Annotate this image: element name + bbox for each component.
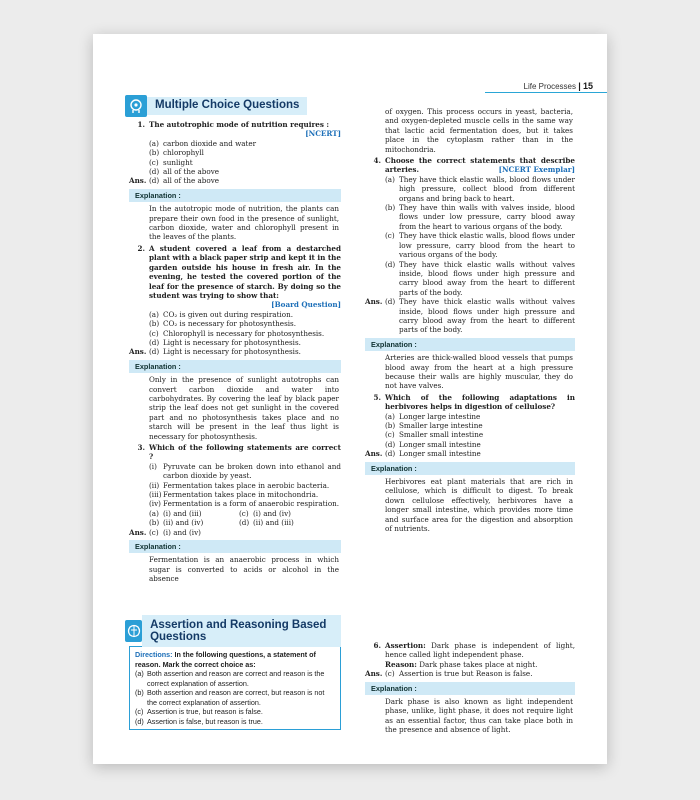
option bbox=[239, 509, 294, 518]
assertion-section bbox=[129, 619, 341, 730]
answer-text: Light is necessary for photosynthesis. bbox=[163, 347, 301, 357]
question-body: A student covered a leaf from a destarched plant with a black paper strip and kept it in the garden outside his house in fresh air. In the evening, he tested the covered portion of the leaf for the presence of starch. By doing so the student was trying to show that: bbox=[149, 243, 341, 300]
option-text: (ii) and (iv) bbox=[163, 518, 204, 528]
option-label: (d) bbox=[149, 167, 160, 177]
statement-label: (i) bbox=[149, 461, 157, 471]
option bbox=[365, 203, 575, 231]
option-text: (i) and (iii) bbox=[163, 508, 202, 518]
answer-option: (c) bbox=[149, 527, 159, 537]
left-column bbox=[129, 94, 341, 584]
question-6-block bbox=[365, 639, 575, 735]
assertion-text bbox=[385, 641, 575, 660]
question-text: Which of the following statements are correct ? bbox=[149, 443, 341, 462]
option-text: Light is necessary for photosynthesis. bbox=[163, 337, 301, 347]
question-text bbox=[149, 244, 341, 310]
question-text bbox=[385, 156, 575, 175]
option bbox=[365, 440, 575, 449]
statement-text: Pyruvate can be broken down into ethanol and carbon dioxide by yeast. bbox=[163, 461, 341, 481]
explanation-header: Explanation : bbox=[365, 338, 575, 351]
reason-body: Dark phase takes place at night. bbox=[419, 659, 538, 669]
option-label: (c) bbox=[149, 157, 159, 167]
option bbox=[365, 231, 575, 259]
answer-text: all of the above bbox=[163, 176, 220, 186]
question-3 bbox=[129, 443, 341, 462]
option bbox=[129, 310, 341, 319]
answer bbox=[365, 669, 575, 678]
option-text: Smaller large intestine bbox=[399, 421, 483, 430]
option-label: (b) bbox=[385, 203, 396, 213]
option bbox=[365, 430, 575, 439]
header-separator: | bbox=[578, 81, 581, 91]
option bbox=[129, 338, 341, 347]
statement bbox=[129, 481, 341, 490]
question-4 bbox=[365, 156, 575, 175]
option-label: (b) bbox=[149, 319, 160, 329]
option-label: (b) bbox=[385, 421, 396, 430]
direction-option bbox=[135, 688, 335, 707]
option-text: They have thick elastic walls without valves inside, blood flows under high pressure and carry blood away from the heart to different parts of the body. bbox=[399, 259, 575, 297]
option-label: (a) bbox=[149, 138, 159, 148]
explanation-text: Only in the presence of sunlight autotrophs can convert carbon dioxide and water into carbohydrates. By covering the leaf by black paper strip the leaf does not get sunlight in the covered part and no photosynthesis takes place and no starch will be present in the leaf thus light is necessary for photosynthesis. bbox=[149, 375, 339, 441]
explanation-text: Arteries are thick-walled blood vessels that pumps blood away from the heart at a high pressure because their walls are highly muscular, they do not have valves. bbox=[385, 353, 573, 391]
statement-text: Fermentation takes place in mitochondria. bbox=[163, 490, 319, 500]
question-1 bbox=[129, 120, 341, 129]
answer-text: Assertion is true but Reason is false. bbox=[399, 669, 533, 679]
option-label: (c) bbox=[385, 430, 395, 440]
option-label: (b) bbox=[149, 148, 160, 158]
question-number: 3. bbox=[137, 443, 145, 452]
direction-option bbox=[135, 669, 335, 688]
question-number: 2. bbox=[137, 243, 145, 253]
option-text: chlorophyll bbox=[163, 148, 204, 158]
option-label: (c) bbox=[385, 231, 395, 241]
option-column bbox=[239, 509, 294, 528]
explanation-header: Explanation : bbox=[129, 360, 341, 373]
running-head bbox=[524, 81, 593, 91]
question-number: 4. bbox=[373, 156, 381, 166]
option-text: They have thick elastic walls, blood flows under high pressure, collect blood from different organs and bring back to heart. bbox=[399, 174, 575, 203]
source-tag: [NCERT Exemplar] bbox=[498, 165, 575, 175]
reason-text bbox=[365, 660, 575, 669]
option-text: all of the above bbox=[163, 167, 220, 177]
directions-label: Directions: bbox=[135, 650, 173, 659]
option-text: Longer small intestine bbox=[399, 439, 481, 449]
statement-label: (ii) bbox=[149, 480, 160, 490]
option-label: (d) bbox=[135, 716, 144, 726]
directions-text: In the following questions, a statement of reason. Mark the correct choice as: bbox=[135, 650, 316, 669]
option-text: Assertion is false, but reason is true. bbox=[147, 716, 263, 726]
option-grid bbox=[129, 509, 341, 528]
option-label: (c) bbox=[149, 328, 159, 338]
explanation-text: Dark phase is also known as light independent phase, unlike, light phase, it does not require light as an essential factor, thus can take place both in the presence and absence of light. bbox=[385, 697, 573, 735]
answer-label: Ans. bbox=[365, 297, 383, 307]
option bbox=[365, 412, 575, 421]
brain-icon bbox=[125, 620, 142, 642]
option bbox=[129, 329, 341, 338]
brain-icon bbox=[125, 95, 147, 117]
answer-label: Ans. bbox=[129, 176, 147, 186]
statement bbox=[129, 499, 341, 508]
option-label: (b) bbox=[149, 518, 160, 528]
answer bbox=[129, 347, 341, 356]
answer-label: Ans. bbox=[365, 669, 383, 679]
option-text: CO₂ is necessary for photosynthesis. bbox=[163, 319, 297, 329]
source-tag: [Board Question] bbox=[271, 300, 341, 310]
option-label: (b) bbox=[135, 688, 144, 697]
assertion-body: Dark phase is independent of light, hence called light independent phase. bbox=[385, 641, 575, 660]
option-text: sunlight bbox=[163, 157, 193, 167]
reason-label: Reason: bbox=[385, 659, 417, 669]
option bbox=[129, 167, 341, 176]
header-rule bbox=[485, 92, 607, 93]
statement-label: (iv) bbox=[149, 499, 161, 509]
answer-option: (c) bbox=[385, 669, 395, 679]
explanation-continuation: of oxygen. This process occurs in yeast, bacteria, and oxygen-depleted muscle cells in the same way that lactic acid fermentation does, but it takes place in the cytoplasm rather than in the mitochondria. bbox=[385, 107, 573, 154]
explanation-text: Herbivores eat plant materials that are rich in cellulose, which is difficult to digest. To break down cellulose effectively, herbivores have a longer small intestine, which provides more time and surface area for the digestion and absorption of nutrients. bbox=[385, 477, 573, 534]
answer-text: Longer small intestine bbox=[399, 449, 481, 459]
explanation-text: Fermentation is an anaerobic process in which sugar is converted to acids or alcohol in the absence bbox=[149, 555, 339, 584]
option-text: Assertion is true, but reason is false. bbox=[147, 707, 263, 716]
directions-intro bbox=[135, 650, 335, 669]
option-text: (i) and (iv) bbox=[253, 508, 291, 518]
option bbox=[129, 148, 341, 157]
question-text: The autotrophic mode of nutrition requires : bbox=[149, 120, 330, 129]
option-label: (d) bbox=[385, 259, 396, 269]
option bbox=[129, 319, 341, 328]
mcq-section-header bbox=[125, 94, 341, 118]
option bbox=[129, 139, 341, 148]
question-number: 1. bbox=[137, 120, 145, 129]
option-column bbox=[149, 509, 239, 528]
option-label: (a) bbox=[385, 174, 395, 184]
explanation-header: Explanation : bbox=[365, 682, 575, 695]
explanation-text: In the autotropic mode of nutrition, the plants can prepare their own food in the presence of sunlight, carbon dioxide, water and chlorophyll present in the leaves of the plants. bbox=[149, 204, 339, 242]
option-text: Both assertion and reason are correct, but reason is not the correct explanation of assertion. bbox=[147, 688, 325, 707]
option bbox=[365, 260, 575, 298]
option bbox=[239, 518, 294, 527]
answer-option: (d) bbox=[149, 176, 160, 186]
answer-text: (i) and (iv) bbox=[163, 527, 201, 537]
explanation-header: Explanation : bbox=[129, 540, 341, 553]
option-text: They have thin walls with valves inside, blood flows under low pressure, carry blood away from the heart to various organs of the body. bbox=[399, 203, 575, 231]
answer bbox=[129, 176, 341, 185]
answer bbox=[129, 528, 341, 537]
book-page bbox=[93, 34, 607, 764]
answer-label: Ans. bbox=[129, 527, 147, 537]
option bbox=[149, 509, 239, 518]
assertion-label: Assertion: bbox=[385, 641, 426, 650]
question-body: Choose the correct statements that describe arteries. bbox=[385, 156, 575, 175]
option-text: Chlorophyll is necessary for photosynthesis. bbox=[163, 328, 325, 338]
statement bbox=[129, 462, 341, 481]
option-label: (a) bbox=[385, 411, 395, 421]
answer-label: Ans. bbox=[365, 449, 383, 459]
answer-option: (d) bbox=[385, 297, 396, 307]
option-label: (a) bbox=[135, 669, 144, 678]
question-text: Which of the following adaptations in herbivores helps in digestion of cellulose? bbox=[385, 392, 575, 412]
explanation-header: Explanation : bbox=[129, 189, 341, 202]
directions-box bbox=[129, 646, 341, 730]
statement-label: (iii) bbox=[149, 490, 162, 500]
question-number: 6. bbox=[373, 641, 381, 650]
option-text: Longer large intestine bbox=[399, 411, 481, 421]
question-6 bbox=[365, 641, 575, 660]
chapter-title: Life Processes bbox=[523, 82, 576, 91]
option-text: carbon dioxide and water bbox=[163, 138, 257, 148]
option bbox=[365, 175, 575, 203]
option-text: They have thick elastic walls, blood flows under low pressure, carry blood from the heart to various organs of the body. bbox=[399, 231, 575, 260]
option-text: (ii) and (iii) bbox=[253, 518, 294, 528]
option-label: (a) bbox=[149, 508, 159, 518]
option bbox=[129, 158, 341, 167]
statement-text: Fermentation takes place in aerobic bacteria. bbox=[163, 480, 330, 490]
answer bbox=[365, 449, 575, 458]
direction-option bbox=[135, 707, 335, 717]
section-title: Assertion and Reasoning Based Questions bbox=[142, 615, 341, 647]
answer-label: Ans. bbox=[129, 347, 147, 357]
answer bbox=[365, 297, 575, 335]
question-2 bbox=[129, 244, 341, 310]
source-tag: [NCERT] bbox=[305, 129, 341, 139]
answer-option: (d) bbox=[385, 449, 396, 459]
statement bbox=[129, 490, 341, 499]
statement-text: Fermentation is a form of anaerobic respiration. bbox=[163, 499, 340, 509]
section-title: Multiple Choice Questions bbox=[147, 97, 307, 114]
option-label: (d) bbox=[149, 337, 160, 347]
right-column bbox=[365, 107, 575, 533]
option bbox=[149, 518, 239, 527]
answer-text: They have thick elastic walls without valves inside, blood flows under high pressure and carry blood away from the heart to different parts of the body. bbox=[399, 297, 575, 335]
option-label: (c) bbox=[135, 707, 144, 716]
option-label: (d) bbox=[239, 518, 250, 528]
question-5 bbox=[365, 393, 575, 412]
option-text: Smaller small intestine bbox=[399, 430, 484, 440]
option-text: CO₂ is given out during respiration. bbox=[163, 309, 293, 319]
page-number: 15 bbox=[582, 81, 593, 91]
direction-option bbox=[135, 717, 335, 727]
answer-option: (d) bbox=[149, 347, 160, 357]
option-label: (a) bbox=[149, 309, 159, 319]
option-label: (c) bbox=[239, 508, 249, 518]
option bbox=[365, 421, 575, 430]
question-number: 5. bbox=[373, 392, 381, 402]
assertion-section-header bbox=[125, 619, 341, 643]
option-label: (d) bbox=[385, 439, 396, 449]
explanation-header: Explanation : bbox=[365, 462, 575, 475]
option-text: Both assertion and reason are correct and reason is the correct explanation of assertion. bbox=[147, 669, 325, 688]
